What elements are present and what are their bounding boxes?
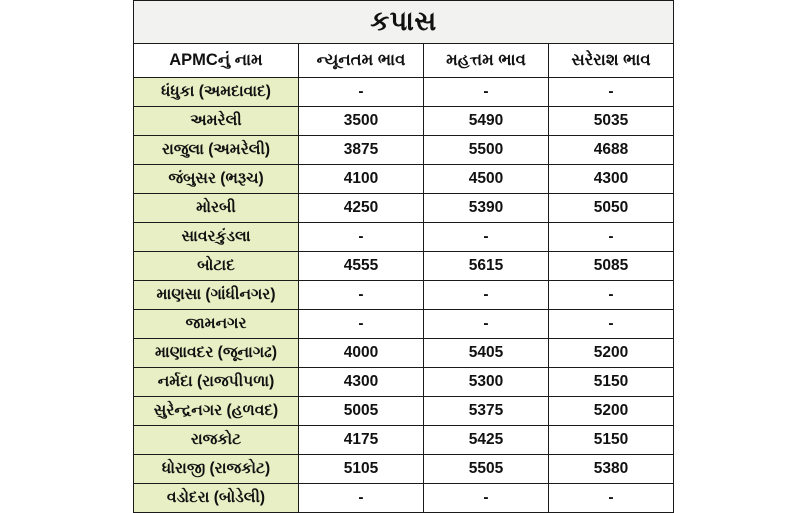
cell-apmc-name: રાજકોટ [134,426,299,455]
cell-max-price: 5405 [424,339,549,368]
table-title: કપાસ [134,1,674,44]
cell-min-price: 4100 [299,165,424,194]
table-row [134,397,674,426]
cell-min-price: 4300 [299,368,424,397]
cell-avg-price: 4300 [549,165,674,194]
cell-min-price: 5005 [299,397,424,426]
cell-apmc-name: જંબુસર (ભરૂચ) [134,165,299,194]
cell-apmc-name: માણાવદર (જૂનાગઢ) [134,339,299,368]
cell-apmc-name: સુરેન્દ્રનગર (હળવદ) [134,397,299,426]
column-header-apmc-name: APMCનું નામ [134,44,299,78]
cell-apmc-name: જામનગર [134,310,299,339]
cell-min-price: 4175 [299,426,424,455]
cell-avg-price: 5035 [549,107,674,136]
table-row [134,107,674,136]
cell-max-price: 5500 [424,136,549,165]
cell-min-price: - [299,484,424,513]
cell-max-price: 5505 [424,455,549,484]
cell-avg-price: 5150 [549,368,674,397]
cell-max-price: 5425 [424,426,549,455]
table-row [134,310,674,339]
table-row [134,368,674,397]
cell-avg-price: 5380 [549,455,674,484]
cell-apmc-name: માણસા (ગાંધીનગર) [134,281,299,310]
cell-max-price: - [424,223,549,252]
table-row [134,252,674,281]
cell-apmc-name: ધંધુકા (અમદાવાદ) [134,78,299,107]
cell-max-price: 5300 [424,368,549,397]
price-table-container [133,0,673,513]
cell-avg-price: - [549,310,674,339]
column-header-max-price: મહત્તમ ભાવ [424,44,549,78]
cell-apmc-name: બોટાદ [134,252,299,281]
cell-avg-price: 5200 [549,339,674,368]
cell-min-price: 5105 [299,455,424,484]
cell-max-price: - [424,310,549,339]
cell-avg-price: 4688 [549,136,674,165]
table-row [134,339,674,368]
table-row [134,484,674,513]
cell-min-price: - [299,281,424,310]
cell-apmc-name: રાજુલા (અમરેલી) [134,136,299,165]
cell-apmc-name: સાવરકુંડલા [134,223,299,252]
commodity-price-table [133,0,674,513]
column-header-avg-price: સરેરાશ ભાવ [549,44,674,78]
cell-apmc-name: ધોરાજી (રાજકોટ) [134,455,299,484]
table-row [134,426,674,455]
table-body [134,1,674,513]
cell-avg-price: 5085 [549,252,674,281]
cell-max-price: 5490 [424,107,549,136]
cell-min-price: 3500 [299,107,424,136]
cell-min-price: - [299,310,424,339]
table-row [134,281,674,310]
cell-apmc-name: મોરબી [134,194,299,223]
cell-min-price: 4250 [299,194,424,223]
cell-avg-price: - [549,484,674,513]
cell-apmc-name: નર્મદા (રાજપીપળા) [134,368,299,397]
cell-min-price: - [299,223,424,252]
cell-min-price: - [299,78,424,107]
table-row [134,223,674,252]
cell-max-price: 5375 [424,397,549,426]
cell-apmc-name: અમરેલી [134,107,299,136]
cell-avg-price: 5200 [549,397,674,426]
table-title-row [134,1,674,44]
cell-max-price: 4500 [424,165,549,194]
cell-avg-price: 5050 [549,194,674,223]
table-row [134,455,674,484]
cell-avg-price: 5150 [549,426,674,455]
cell-max-price: 5390 [424,194,549,223]
cell-avg-price: - [549,281,674,310]
cell-max-price: 5615 [424,252,549,281]
column-header-min-price: ન્યૂનતમ ભાવ [299,44,424,78]
table-row [134,194,674,223]
table-row [134,78,674,107]
cell-avg-price: - [549,223,674,252]
cell-avg-price: - [549,78,674,107]
cell-max-price: - [424,484,549,513]
cell-min-price: 4000 [299,339,424,368]
cell-max-price: - [424,281,549,310]
cell-apmc-name: વડોદરા (બોડેલી) [134,484,299,513]
cell-min-price: 4555 [299,252,424,281]
table-row [134,165,674,194]
cell-max-price: - [424,78,549,107]
table-header-row [134,44,674,78]
cell-min-price: 3875 [299,136,424,165]
table-row [134,136,674,165]
